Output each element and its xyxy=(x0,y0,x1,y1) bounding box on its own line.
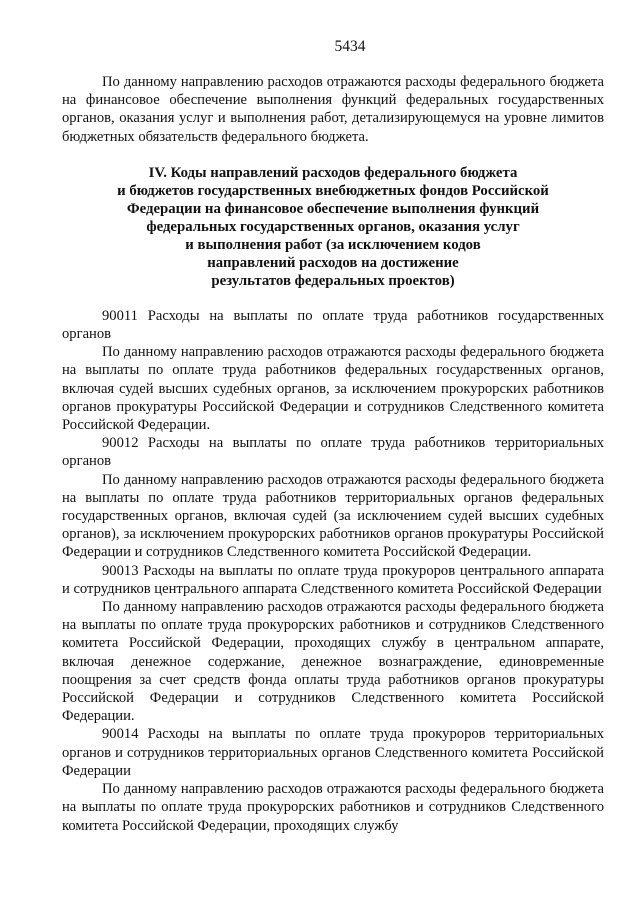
heading-line: IV. Коды направлений расходов федерального бюджета xyxy=(148,164,518,181)
heading-line: федеральных государственных органов, оказания услуг xyxy=(146,218,520,235)
intro-paragraph: По данному направлению расходов отражаются расходы федерального бюджета на финансовое обеспечение выполнения функций федеральных государственных органов, оказания услуг и выполнения работ, детализирующемуся на уровне лимитов бюджетных обязательств федерального бюджета. xyxy=(62,74,604,145)
code-90013-title: 90013 Расходы на выплаты по оплате труда прокуроров центрального аппарата и сотрудников центрального аппарата Следственного комитета Российской Федерации xyxy=(62,562,604,597)
heading-line: результатов федеральных проектов) xyxy=(211,272,455,289)
code-90011-title: 90011 Расходы на выплаты по оплате труда работников государственных органов xyxy=(62,307,604,343)
code-90012-description: По данному направлению расходов отражаются расходы федерального бюджета на выплаты по оплате труда работников территориальных органов федеральных государственных органов, включая судей (за исключением судей высших судебных органов), за исключением прокурорских работников органов прокуратуры Российской Федерации и сотрудников Следственного комитета Российской Федерации. xyxy=(62,471,604,561)
heading-line: и бюджетов государственных внебюджетных фондов Российской xyxy=(117,182,549,199)
section-heading xyxy=(62,164,604,290)
code-90014-title: 90014 Расходы на выплаты по оплате труда прокуроров территориальных органов и сотрудников территориальных органов Следственного комитета Российской Федерации xyxy=(62,726,604,779)
page-number: 5434 xyxy=(334,38,366,55)
heading-line: направлений расходов на достижение xyxy=(207,254,459,271)
heading-line: и выполнения работ (за исключением кодов xyxy=(185,236,481,253)
code-90014-description: По данному направлению расходов отражаются расходы федерального бюджета на выплаты по оплате труда прокурорских работников и сотрудников Следственного комитета Российской Федерации, проходящих службу xyxy=(62,781,604,834)
heading-line: Федерации на финансовое обеспечение выполнения функций xyxy=(126,200,540,217)
code-90013-description: По данному направлению расходов отражаются расходы федерального бюджета на выплаты по оплате труда прокурорских работников и сотрудников Следственного комитета Российской Федерации, проходящих службу в центральном аппарате, включая денежное содержание, денежное вознаграждение, единовременные поощрения за счет средств фонда оплаты труда работников органов прокуратуры Российской Федерации и сотрудников Следственного комитета Российской Федерации. xyxy=(62,599,604,725)
code-90012-title: 90012 Расходы на выплаты по оплате труда работников территориальных органов xyxy=(62,435,604,470)
code-90011-description: По данному направлению расходов отражаются расходы федерального бюджета на выплаты по оплате труда работников федеральных государственных органов, включая судей высших судебных органов, за исключением прокурорских работников органов прокуратуры Российской Федерации и сотрудников Следственного комитета Российской Федерации. xyxy=(62,344,604,434)
